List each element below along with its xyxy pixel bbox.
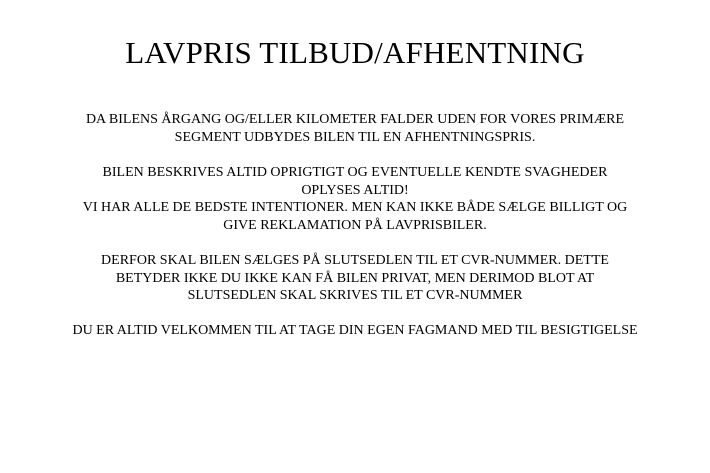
text-line: VI HAR ALLE DE BEDSTE INTENTIONER. MEN KAN IKKE BÅDE SÆLGE BILLIGT OG	[82, 200, 628, 215]
text-line: DA BILENS ÅRGANG OG/ELLER KILOMETER FALDER UDEN FOR VORES PRIMÆRE	[85, 112, 625, 127]
text-line: SEGMENT UDBYDES BILEN TIL EN AFHENTNINGSPRIS.	[174, 129, 536, 145]
paragraph-description-intentions	[40, 164, 670, 234]
text-line: GIVE REKLAMATION PÅ LAVPRISBILER.	[223, 217, 487, 233]
paragraph-price-segment	[40, 111, 670, 146]
paragraph-inspection	[20, 322, 690, 340]
text-line: OPLYSES ALTID!	[301, 182, 409, 198]
page-title: LAVPRIS TILBUD/AFHENTNING	[125, 35, 585, 70]
text-line: BILEN BESKRIVES ALTID OPRIGTIGT OG EVENTUELLE KENDTE SVAGHEDER	[102, 165, 608, 180]
text-line: SLUTSEDLEN SKAL SKRIVES TIL ET CVR-NUMMER	[187, 288, 523, 303]
text-line: BETYDER IKKE DU IKKE KAN FÅ BILEN PRIVAT, MEN DERIMOD BLOT AT	[115, 270, 595, 286]
paragraph-cvr-number	[40, 252, 670, 305]
text-line: DU ER ALTID VELKOMMEN TIL AT TAGE DIN EGEN FAGMAND MED TIL BESIGTIGELSE	[72, 323, 638, 338]
text-line: DERFOR SKAL BILEN SÆLGES PÅ SLUTSEDLEN TIL ET CVR-NUMMER. DETTE	[101, 253, 609, 268]
